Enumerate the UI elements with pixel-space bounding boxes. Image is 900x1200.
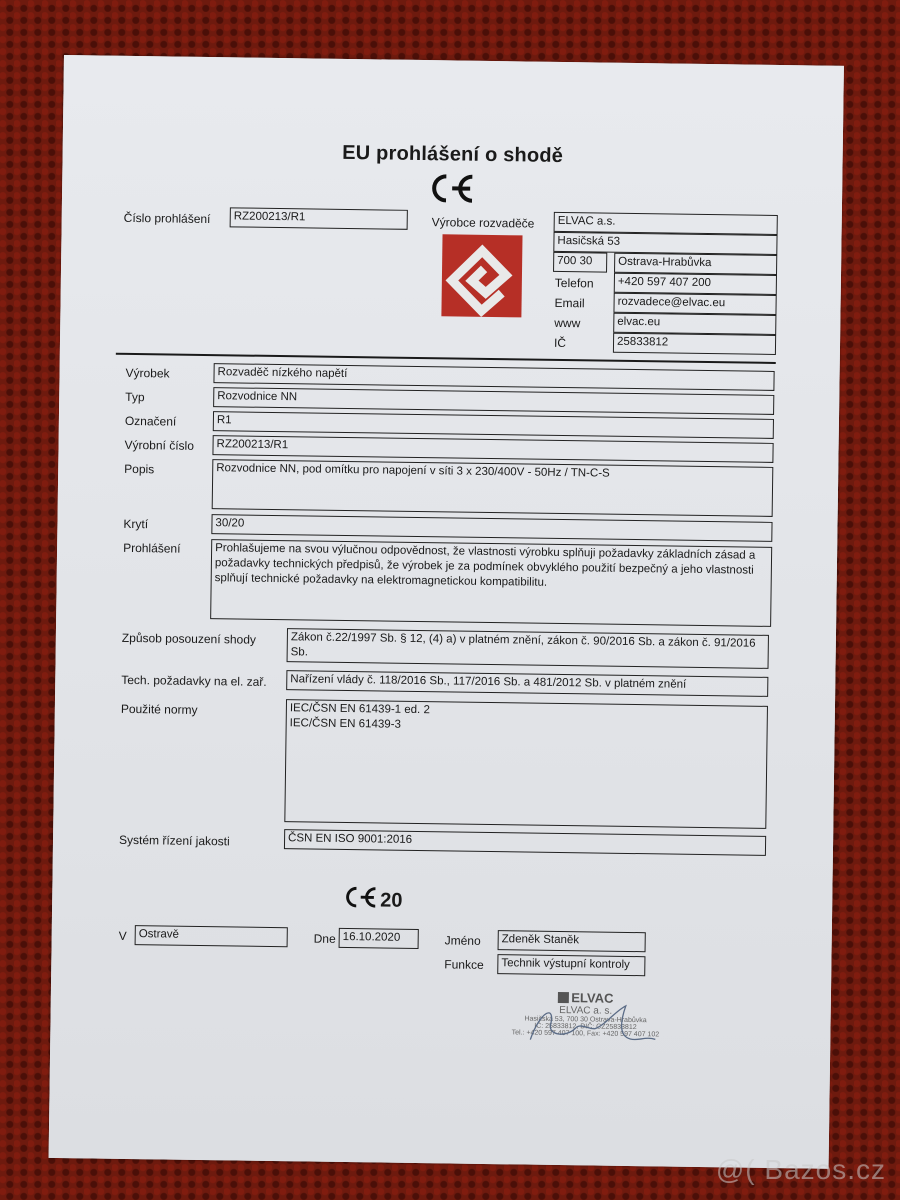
manufacturer-name-field: ELVAC a.s. bbox=[554, 212, 778, 235]
standard-line: IEC/ČSN EN 61439-1 ed. 2 bbox=[289, 702, 430, 717]
field-value-vyrobni-cislo: RZ200213/R1 bbox=[212, 435, 773, 463]
compliance-value-standards bbox=[284, 699, 768, 829]
standard-line: IEC/ČSN EN 61439-3 bbox=[289, 717, 401, 731]
field-label-oznaceni: Označení bbox=[124, 413, 177, 429]
ic-field: 25833812 bbox=[613, 333, 776, 355]
ce-year: 20 bbox=[380, 888, 403, 912]
stamp-brand: ELVAC bbox=[501, 989, 671, 1006]
compliance-label-assessment: Způsob posouzení shody bbox=[121, 630, 257, 647]
field-label-prohlaseni: Prohlášení bbox=[123, 540, 181, 556]
stamp-contact: Tel.: +420 597 407 100, Fax: +420 597 407 102 bbox=[511, 1029, 660, 1039]
declaration-number-label: Číslo prohlášení bbox=[123, 210, 211, 227]
ce-mark-icon bbox=[340, 886, 378, 915]
ce-year-mark bbox=[340, 886, 403, 915]
signature-icon bbox=[520, 999, 661, 1051]
field-label-popis: Popis bbox=[124, 461, 155, 477]
place-field: Ostravě bbox=[135, 925, 288, 947]
bazos-watermark: @( Bazos.cz bbox=[715, 1154, 886, 1185]
www-field: elvac.eu bbox=[613, 313, 776, 335]
function-label: Funkce bbox=[444, 957, 484, 972]
compliance-value-quality-system: ČSN EN ISO 9001:2016 bbox=[284, 829, 766, 856]
date-label: Dne bbox=[313, 931, 336, 946]
field-value-prohlaseni: Prohlašujeme na svou výlučnou odpovědnost, že vlastnosti výrobku splňuji požadavky základních zásad a požadavky technických předpisů, že výrobek je za podmínek obvyklého použití bezpečný a jeho vlastnosti splňují technické požadavky na elektromagnetickou kompatibilitu. bbox=[210, 539, 772, 627]
document-title: EU prohlášení o shodě bbox=[342, 141, 564, 167]
phone-field: +420 597 407 200 bbox=[614, 273, 777, 295]
www-label: www bbox=[554, 315, 581, 331]
date-field: 16.10.2020 bbox=[339, 928, 419, 949]
place-label: V bbox=[118, 928, 127, 943]
ic-label: IČ bbox=[553, 335, 567, 351]
field-value-kryti: 30/20 bbox=[211, 514, 772, 542]
ce-mark-icon bbox=[424, 173, 477, 211]
stamp-ids: IČ: 25833812, DIČ: CZ25833812 bbox=[534, 1022, 637, 1032]
declaration-number-field: RZ200213/R1 bbox=[230, 207, 408, 229]
compliance-label-quality-system: Systém řízení jakosti bbox=[118, 832, 230, 849]
name-field: Zdeněk Staněk bbox=[498, 930, 646, 952]
email-field: rozvadece@elvac.eu bbox=[613, 293, 776, 315]
field-value-popis: Rozvodnice NN, pod omítku pro napojení v síti 3 x 230/400V - 50Hz / TN-C-S bbox=[212, 459, 774, 517]
function-field: Technik výstupní kontroly bbox=[497, 954, 645, 976]
stamp-address: Hasičská 53, 700 30 Ostrava-Hrabůvka bbox=[524, 1015, 647, 1025]
compliance-value-assessment: Zákon č.22/1997 Sb. § 12, (4) a) v platném znění, zákon č. 90/2016 Sb. a zákon č. 91/2016 Sb. bbox=[287, 628, 769, 669]
compliance-value-tech-requirements: Nařízení vlády č. 118/2016 Sb., 117/2016 Sb. a 481/2012 Sb. v platném znění bbox=[286, 670, 768, 697]
field-label-vyrobni-cislo: Výrobní číslo bbox=[124, 437, 195, 453]
field-label-kryti: Krytí bbox=[123, 516, 149, 532]
field-label-typ: Typ bbox=[125, 389, 145, 405]
compliance-label-tech-requirements: Tech. požadavky na el. zař. bbox=[121, 672, 267, 689]
manufacturer-label: Výrobce rozvaděče bbox=[431, 215, 535, 231]
manufacturer-city-field: Ostrava-Hrabůvka bbox=[614, 253, 777, 275]
phone-label: Telefon bbox=[554, 275, 594, 291]
stamp-company: ELVAC a. s. bbox=[559, 1005, 613, 1017]
field-value-typ: Rozvodnice NN bbox=[213, 387, 774, 415]
name-label: Jméno bbox=[444, 933, 481, 948]
manufacturer-zip-field: 700 30 bbox=[553, 252, 607, 273]
manufacturer-street-field: Hasičská 53 bbox=[553, 232, 777, 255]
company-stamp bbox=[500, 989, 671, 1061]
field-value-oznaceni: R1 bbox=[213, 411, 774, 439]
field-label-vyrobek: Výrobek bbox=[125, 365, 170, 381]
email-label: Email bbox=[554, 295, 585, 311]
declaration-paper bbox=[49, 55, 844, 1169]
field-value-vyrobek: Rozvaděč nízkého napětí bbox=[213, 363, 774, 391]
compliance-label-standards: Použité normy bbox=[120, 701, 198, 717]
elvac-logo-icon bbox=[441, 234, 522, 317]
